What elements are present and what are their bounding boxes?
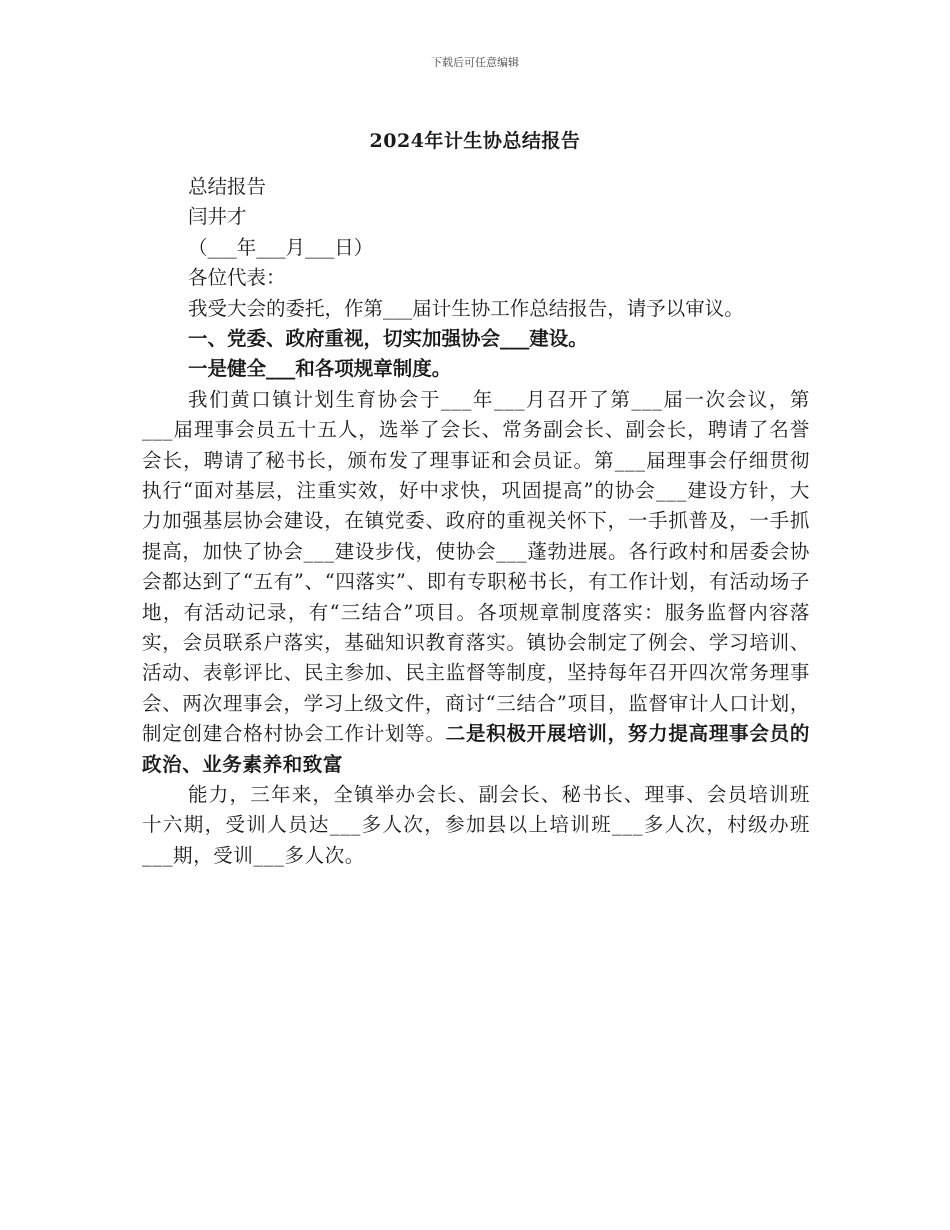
paragraph-2: 能力，三年来，全镇举办会长、副会长、秘书长、理事、会员培训班十六期，受训人员达___多人次，参加县以上培训班___多人次，村级办班___期，受训___多人次。	[142, 783, 810, 867]
document-date-line: （___年___月___日）	[188, 235, 374, 259]
document-subtitle: 总结报告	[188, 175, 267, 198]
paragraph-1-text: 我们黄口镇计划生育协会于___年___月召开了第___届一次会议，第___届理事会员五十五人，选举了会长、常务副会长、副会长，聘请了名誉会长，聘请了秘书长，颁布发了理事证和会员证。第___届理事会仔细贯彻执行“面对基层，注重实效，好中求快，巩固提高”的协会___建设方针，大力加强基层协会建设，在镇党委、政府的重视关怀下，一手抓普及，一手抓提高，加快了协会___建设步伐，使协会___蓬勃进展。各行政村和居委会协会都达到了“五有”、“四落实”、即有专职秘书长，有工作计划，有活动场子地，有活动记录，有“三结合”项目。各项规章制度落实：服务监督内容落实，会员联系户落实，基础知识教育落实。镇协会制定了例会、学习培训、活动、表彰评比、民主参加、民主监督等制度，坚持每年召开四次常务理事会、两次理事会，学习上级文件，商讨“三结合”项目，监督审计人口计划，制定创建合格村协会工作计划等。	[142, 387, 810, 746]
header-note: 下载后可任意编辑	[431, 56, 519, 69]
sub-2-heading: 二是积极开展培训，努力提高理事会员的政治、业务素养和致富	[142, 722, 810, 776]
section-1-heading: 一、党委、政府重视，切实加强协会___建设。	[188, 326, 588, 350]
document-author: 闫井才	[188, 205, 247, 229]
document-body	[142, 172, 810, 871]
intro-line: 我受大会的委托，作第___届计生协工作总结报告，请予以审议。	[188, 296, 744, 320]
sub-1-heading: 一是健全___和各项规章制度。	[188, 357, 452, 381]
salutation: 各位代表：	[188, 266, 286, 290]
document-title: 2024年计生协总结报告	[369, 130, 581, 152]
paragraph-1	[142, 385, 810, 780]
